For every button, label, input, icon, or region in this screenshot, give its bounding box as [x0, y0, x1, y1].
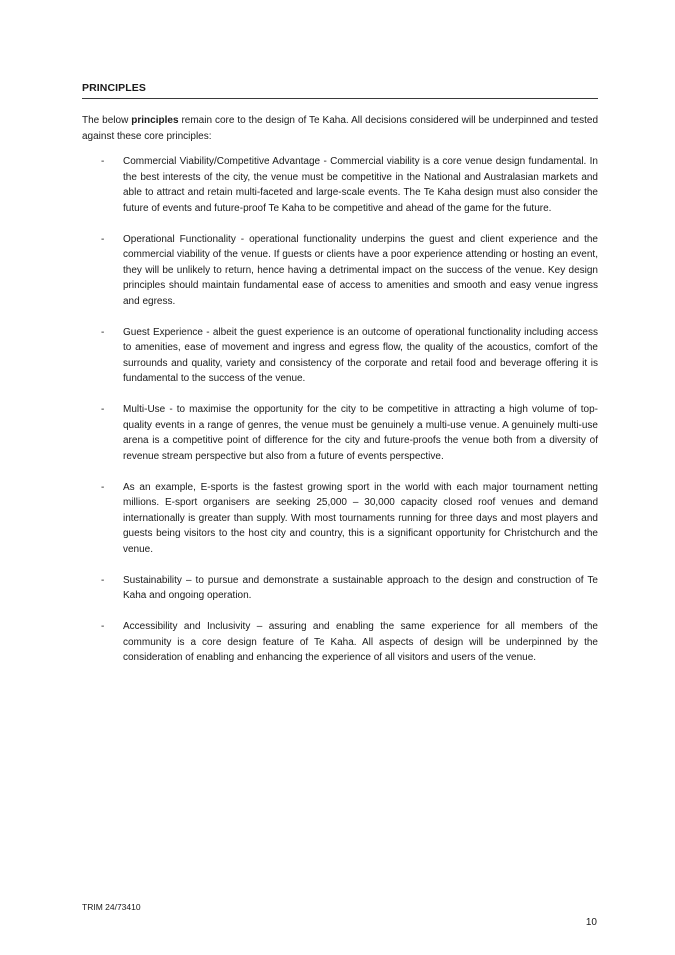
list-dash: -	[101, 404, 105, 415]
page-number: 10	[585, 917, 597, 928]
list-dash: -	[101, 574, 105, 586]
principle-item-accessibility-inclusivity	[82, 619, 598, 666]
list-dash: -	[101, 481, 105, 493]
list-dash: -	[101, 326, 105, 338]
principle-item-sustainability	[82, 573, 598, 604]
intro-bold-term: principles	[131, 115, 179, 126]
section-heading: PRINCIPLES	[82, 82, 598, 99]
principle-item-commercial-viability	[82, 154, 598, 216]
principle-item-e-sports-example	[82, 480, 598, 558]
principle-item-multi-use	[82, 402, 598, 464]
principle-item-guest-experience	[82, 325, 598, 387]
principle-text: Operational Functionality - operational functionality underpins the guest and client experience and the commercial viability of the venue. If guests or clients have a poor experience attending or hosting an event, they will be unlikely to return, hence having a detrimental impact on the success of the venue. Key design principles should maintain fundamental ease of access to amenities and smooth and easy venue ingress and egress.	[123, 233, 598, 307]
intro-paragraph	[82, 113, 598, 144]
list-dash: -	[101, 156, 105, 167]
principle-text: Multi-Use - to maximise the opportunity for the city to be competitive in attracting a high volume of top-quality events in a range of genres, the venue must be genuinely a multi-use venue. A genuinely multi-use arena is a competitive point of difference for the city and future-proofs the venue both from a diversity of revenue stream perspective but also from a future of events perspective.	[123, 404, 598, 462]
principle-text: Commercial Viability/Competitive Advantage - Commercial viability is a core venue design fundamental. In the best interests of the city, the venue must be competitive in the National and Australasian markets and able to attract and retain multi-faceted and large-scale events. The Te Kaha design must also consider the future of events and future-proof Te Kaha to be competitive and ahead of the game for the future.	[123, 156, 598, 214]
principle-text: Sustainability – to pursue and demonstrate a sustainable approach to the design and construction of Te Kaha and ongoing operation.	[123, 574, 598, 601]
list-dash: -	[101, 621, 105, 632]
intro-text-before: The below	[82, 115, 132, 126]
intro-text-after: remain core to the design of Te Kaha. All decisions considered will be underpinned and tested against these core principles:	[82, 115, 598, 142]
principles-list	[82, 154, 598, 681]
trim-reference: TRIM 24/73410	[82, 902, 141, 912]
principle-text: As an example, E-sports is the fastest growing sport in the world with each major tournament netting millions. E-sport organisers are seeking 25,000 – 30,000 capacity closed roof venues and demand internationally is greater than supply. With most tournaments running for three days and most players and guests being visitors to the host city and country, this is a significant opportunity for Christchurch and the venue.	[123, 481, 598, 555]
list-dash: -	[101, 233, 105, 245]
principle-text: Guest Experience - albeit the guest experience is an outcome of operational functionality including access to amenities, ease of movement and ingress and egress flow, the quality of the acoustics, comfort of the surrounds and quality, variety and consistency of the corporate and retail food and beverage offering it is fundamental to the success of the venue.	[123, 326, 598, 384]
principle-item-operational-functionality	[82, 232, 598, 310]
principle-text: Accessibility and Inclusivity – assuring and enabling the same experience for all members of the community is a core design feature of Te Kaha. All aspects of design will be underpinned by the consideration of enabling and enhancing the experience of all visitors and users of the venue.	[123, 621, 598, 663]
